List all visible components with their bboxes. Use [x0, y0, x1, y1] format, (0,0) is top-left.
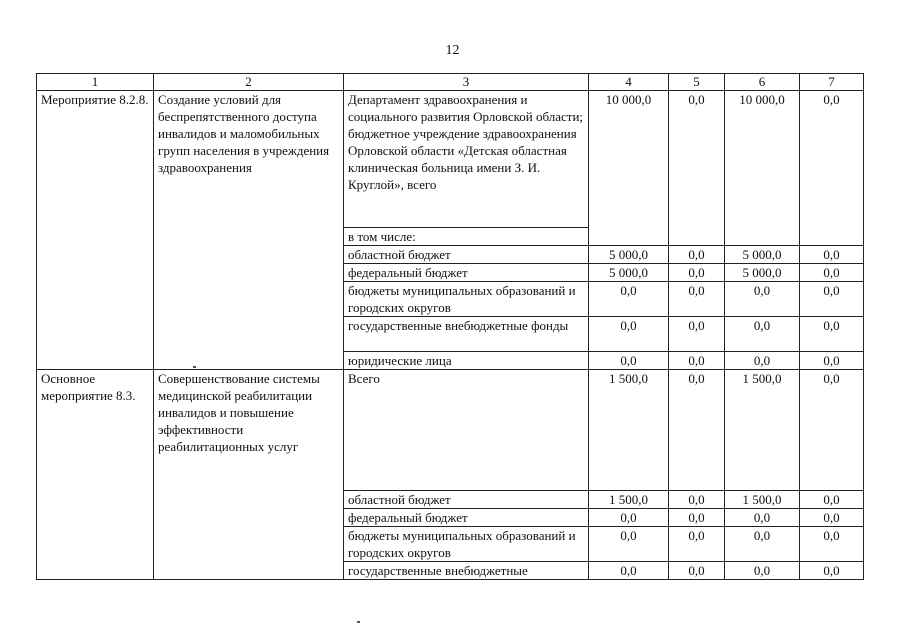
value-cell: 0,0: [589, 317, 669, 352]
activity-code: Основное мероприятие 8.3.: [37, 370, 154, 580]
value-cell: 1 500,0: [725, 370, 800, 491]
value-cell: [725, 228, 800, 246]
value-cell: 0,0: [800, 246, 864, 264]
column-header: 7: [800, 74, 864, 91]
scan-speck: [193, 366, 196, 368]
value-cell: [800, 228, 864, 246]
value-cell: 0,0: [669, 370, 725, 491]
value-cell: 0,0: [669, 509, 725, 527]
value-cell: 0,0: [725, 562, 800, 580]
column-header: 3: [344, 74, 589, 91]
value-cell: 5 000,0: [589, 246, 669, 264]
funding-source: бюджеты муниципальных образований и городских округов: [344, 527, 589, 562]
value-cell: 10 000,0: [725, 91, 800, 228]
funding-source: Всего: [344, 370, 589, 491]
value-cell: 0,0: [589, 562, 669, 580]
value-cell: 0,0: [725, 282, 800, 317]
value-cell: 0,0: [589, 509, 669, 527]
value-cell: 0,0: [589, 282, 669, 317]
value-cell: 0,0: [725, 317, 800, 352]
funding-source: юридические лица: [344, 352, 589, 370]
value-cell: 5 000,0: [725, 246, 800, 264]
page-number: 12: [445, 43, 460, 58]
value-cell: 1 500,0: [589, 491, 669, 509]
value-cell: 0,0: [800, 562, 864, 580]
table-row: [37, 370, 864, 491]
value-cell: [589, 228, 669, 246]
column-header: 1: [37, 74, 154, 91]
value-cell: 0,0: [669, 282, 725, 317]
value-cell: 0,0: [800, 370, 864, 491]
value-cell: 0,0: [725, 509, 800, 527]
activity-name: Создание условий для беспрепятственного доступа инвалидов и маломобильных групп населения в учреждения здравоохранения: [154, 91, 344, 370]
funding-source: областной бюджет: [344, 246, 589, 264]
value-cell: 0,0: [800, 491, 864, 509]
value-cell: 0,0: [669, 264, 725, 282]
value-cell: 1 500,0: [725, 491, 800, 509]
value-cell: 0,0: [800, 91, 864, 228]
column-header: 5: [669, 74, 725, 91]
value-cell: 0,0: [800, 317, 864, 352]
value-cell: 0,0: [669, 491, 725, 509]
column-header: 6: [725, 74, 800, 91]
value-cell: 0,0: [669, 246, 725, 264]
value-cell: 0,0: [800, 282, 864, 317]
value-cell: 0,0: [589, 352, 669, 370]
value-cell: 0,0: [725, 352, 800, 370]
value-cell: 5 000,0: [725, 264, 800, 282]
table-header-row: [37, 74, 864, 91]
funding-source: федеральный бюджет: [344, 264, 589, 282]
funding-source: государственные внебюджетные: [344, 562, 589, 580]
activity-name: Совершенствование системы медицинской реабилитации инвалидов и повышение эффективности реабилитационных услуг: [154, 370, 344, 580]
value-cell: [669, 228, 725, 246]
value-cell: 0,0: [589, 527, 669, 562]
budget-table: [36, 73, 864, 580]
funding-source: федеральный бюджет: [344, 509, 589, 527]
value-cell: 0,0: [669, 91, 725, 228]
funding-source: в том числе:: [344, 228, 589, 246]
table-row: [37, 91, 864, 228]
value-cell: 10 000,0: [589, 91, 669, 228]
funding-source: областной бюджет: [344, 491, 589, 509]
funding-source: Департамент здравоохранения и социального развития Орловской области; бюджетное учреждение здравоохранения Орловской области «Детская областная клиническая больница имени З. И. Круглой», всего: [344, 91, 589, 228]
activity-code: Мероприятие 8.2.8.: [37, 91, 154, 370]
value-cell: 0,0: [800, 509, 864, 527]
value-cell: 0,0: [669, 317, 725, 352]
scan-speck: [357, 621, 360, 623]
column-header: 4: [589, 74, 669, 91]
value-cell: 0,0: [669, 562, 725, 580]
value-cell: 5 000,0: [589, 264, 669, 282]
funding-source: государственные внебюджетные фонды: [344, 317, 589, 352]
value-cell: 0,0: [800, 352, 864, 370]
value-cell: 0,0: [669, 527, 725, 562]
value-cell: 0,0: [800, 527, 864, 562]
column-header: 2: [154, 74, 344, 91]
funding-source: бюджеты муниципальных образований и городских округов: [344, 282, 589, 317]
value-cell: 0,0: [669, 352, 725, 370]
value-cell: 0,0: [725, 527, 800, 562]
value-cell: 0,0: [800, 264, 864, 282]
value-cell: 1 500,0: [589, 370, 669, 491]
